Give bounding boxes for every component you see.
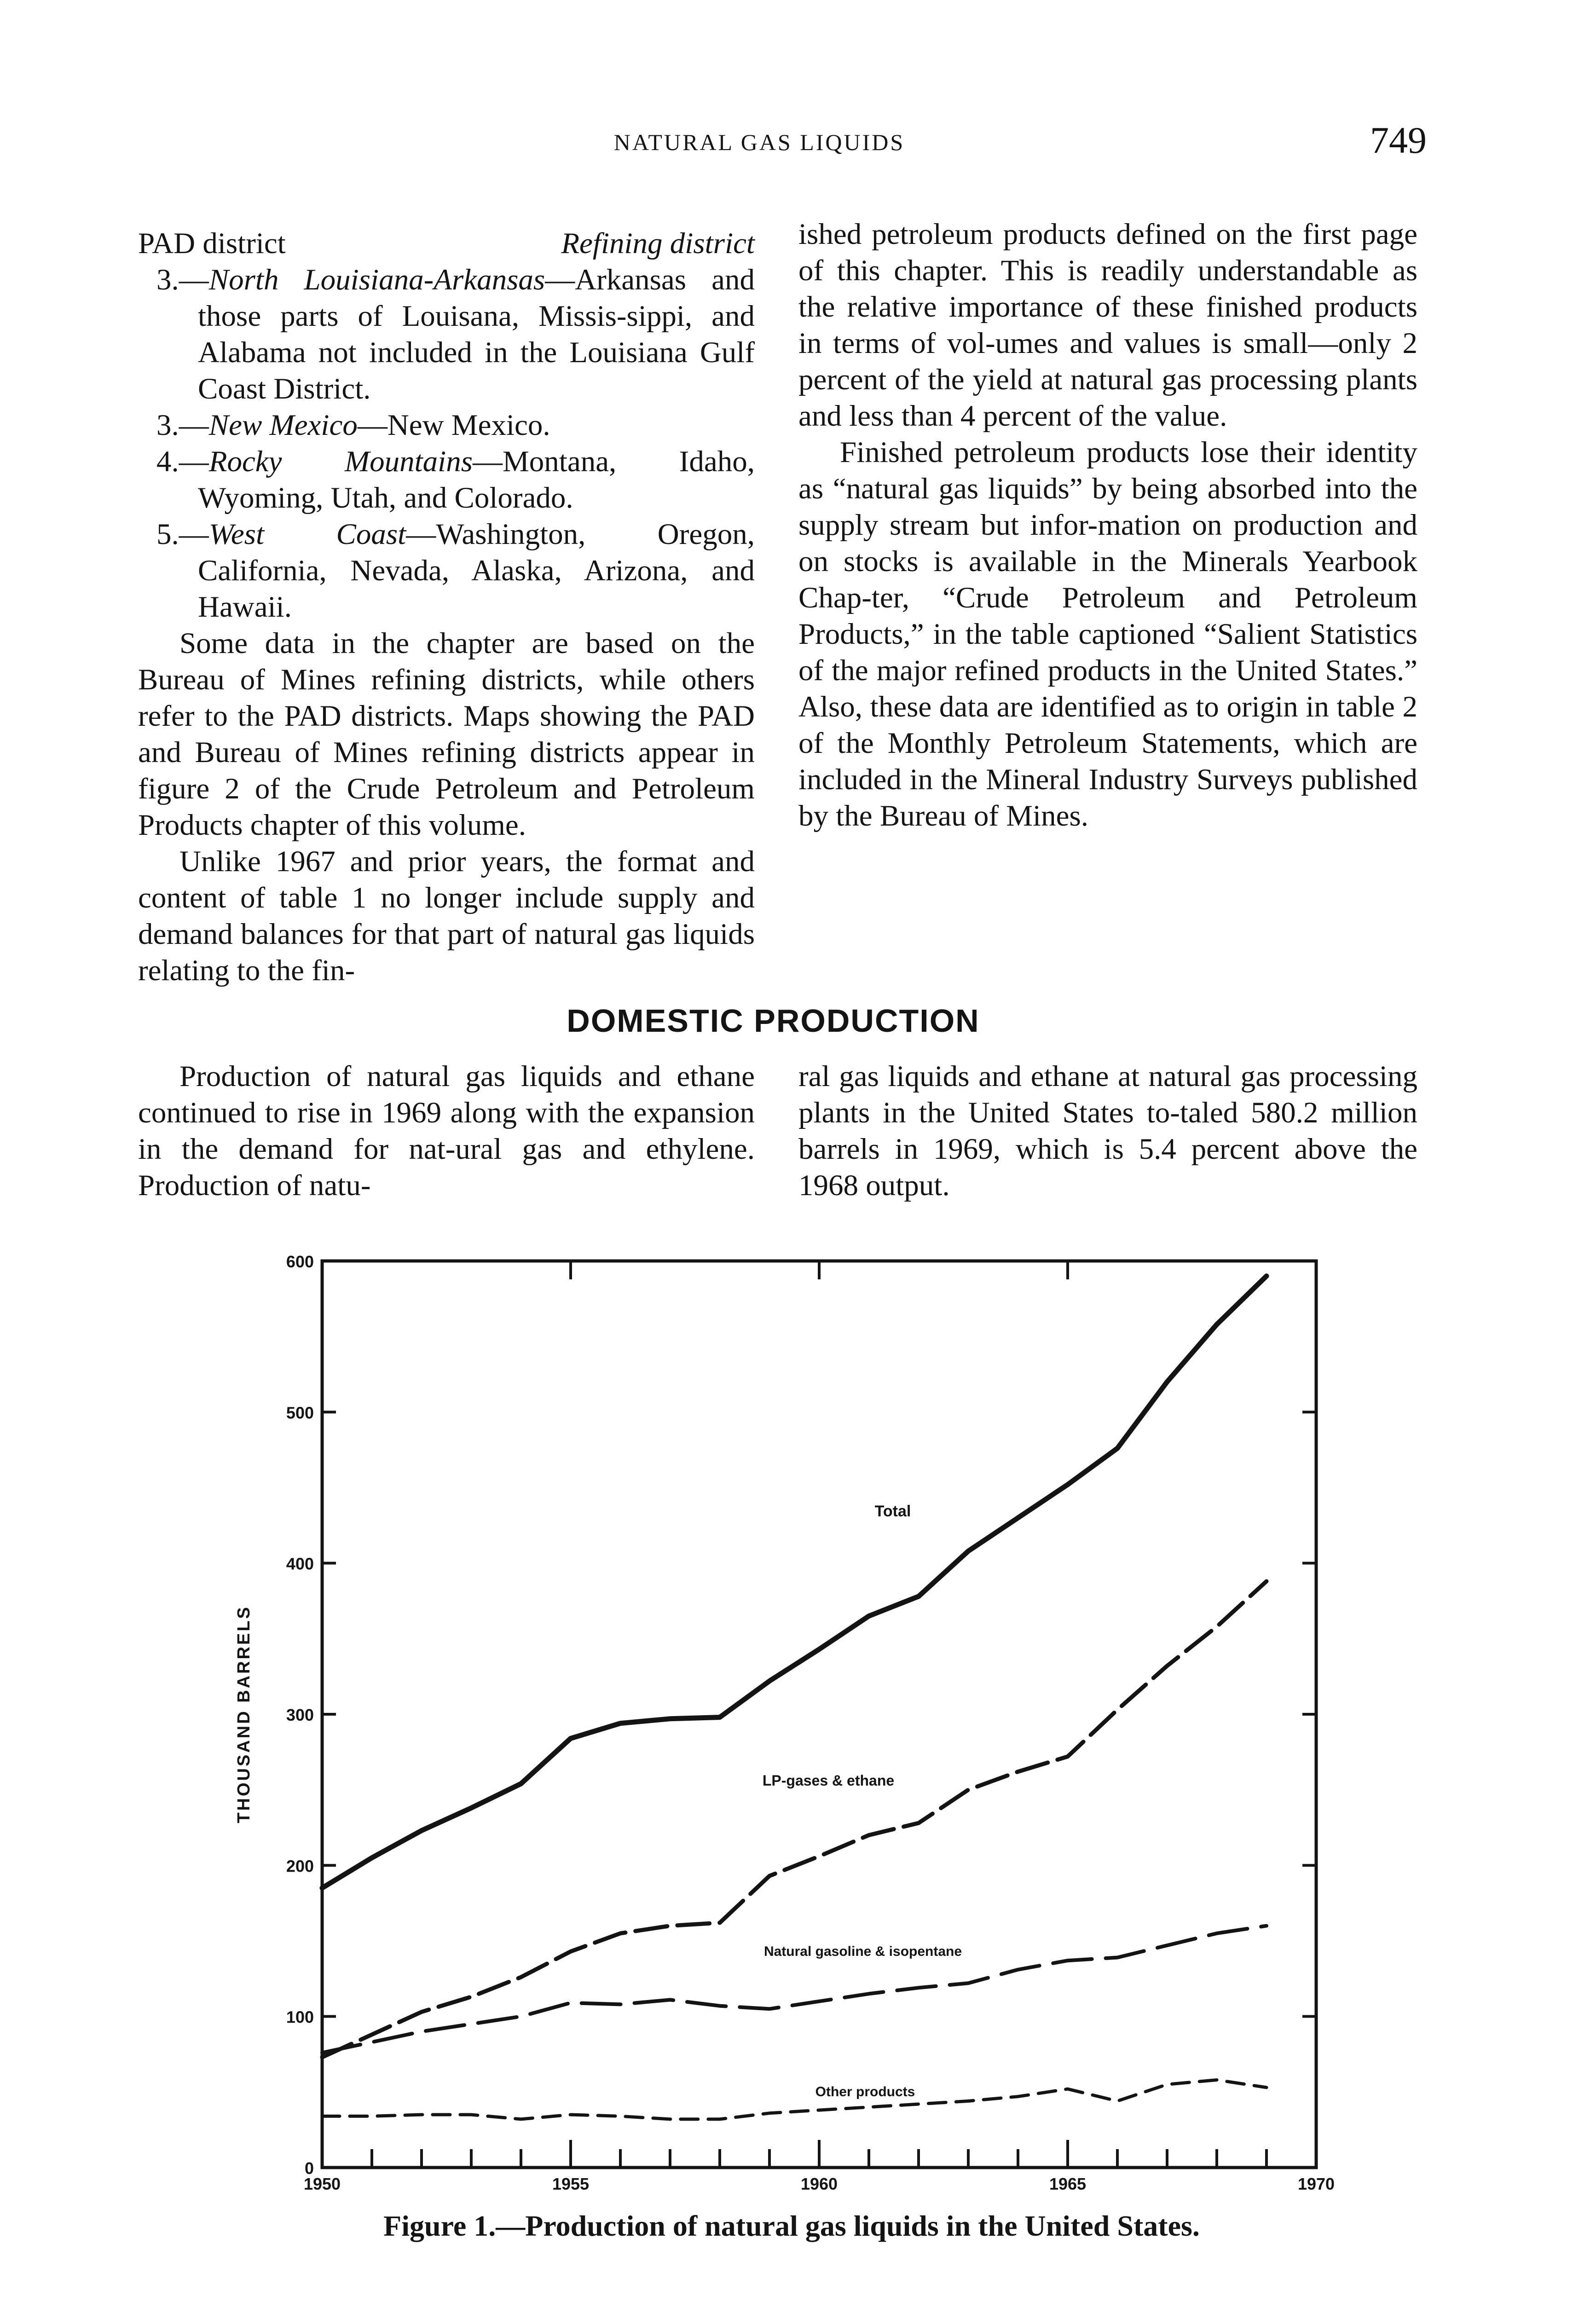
paragraph: ished petroleum products defined on the first page of this chapter. This is readily understandable as the relative importance of these finished products in terms of vol-umes and values is small—only 2 percent of the yield at natural gas processing plants and less than 4 percent of the value. bbox=[798, 218, 1417, 433]
figure-caption: Figure 1.—Production of natural gas liquids in the United States. bbox=[383, 2209, 1200, 2242]
y-tick-label: 200 bbox=[286, 1856, 314, 1876]
series-line-other-products bbox=[322, 2080, 1266, 2119]
x-tick-label: 1965 bbox=[1049, 2174, 1087, 2193]
paragraph: Finished petroleum products lose their identity as “natural gas liquids” by being absorbed into the supply stream but infor-mation on production and on stocks is available in the Minerals Yearbook Chap-ter, “Crude Petroleum and Petroleum Products,” in the table captioned “Salient Statistics of the major refined products in the United States.” Also, these data are identified as to origin in table 2 of the Monthly Petroleum Statements, which are included in the Mineral Industry Surveys published by the Bureau of Mines. bbox=[798, 436, 1417, 833]
district-entry: 3.—North Louisiana-Arkansas—Arkansas and those parts of Louisana, Missis-sippi, and Alabama not included in the Louisiana Gulf Coast District. bbox=[156, 263, 755, 405]
section-heading: DOMESTIC PRODUCTION bbox=[567, 1003, 980, 1039]
paragraph: Production of natural gas liquids and ethane continued to rise in 1969 along with the expansion in the demand for nat-ural gas and ethylene. Production of natu- bbox=[138, 1060, 755, 1202]
x-axis bbox=[304, 1261, 1335, 2193]
running-title: NATURAL GAS LIQUIDS bbox=[613, 129, 905, 155]
series-line-lp-gases-ethane bbox=[322, 1581, 1266, 2057]
production-left-column bbox=[138, 1058, 755, 1204]
chart-plot-frame bbox=[322, 1261, 1316, 2168]
district-table-header bbox=[138, 225, 755, 262]
page-number: 749 bbox=[1370, 119, 1427, 161]
x-tick-label: 1970 bbox=[1297, 2174, 1335, 2193]
series-label-lp-gases: LP-gases & ethane bbox=[762, 1772, 895, 1789]
y-tick-label: 400 bbox=[286, 1554, 314, 1573]
y-tick-label: 100 bbox=[286, 2007, 314, 2027]
y-axis-label: THOUSAND BARRELS bbox=[234, 1605, 254, 1823]
left-column bbox=[138, 225, 755, 989]
district-entry: 4.—Rocky Mountains—Montana, Idaho, Wyoming, Utah, and Colorado. bbox=[156, 445, 755, 515]
paragraph: Unlike 1967 and prior years, the format and content of table 1 no longer include supply and demand balances for that part of natural gas liquids relating to the fin- bbox=[138, 845, 755, 987]
x-tick-label: 1950 bbox=[303, 2174, 341, 2193]
y-tick-label: 500 bbox=[286, 1403, 314, 1422]
production-right-column bbox=[798, 1058, 1417, 1204]
pad-district-heading: PAD district bbox=[138, 227, 286, 260]
refining-district-heading: Refining district bbox=[561, 227, 755, 260]
production-chart bbox=[221, 1233, 1399, 2200]
series-label-other-products: Other products bbox=[815, 2084, 915, 2099]
paragraph: ral gas liquids and ethane at natural gas processing plants in the United States to-taled 580.2 million barrels in 1969, which is 5.4 percent above the 1968 output. bbox=[798, 1060, 1417, 1202]
right-column bbox=[798, 216, 1417, 834]
district-entry: 5.—West Coast—Washington, Oregon, California, Nevada, Alaska, Arizona, and Hawaii. bbox=[156, 518, 755, 624]
paragraph: Some data in the chapter are based on the Bureau of Mines refining districts, while others refer to the PAD districts. Maps showing the PAD and Bureau of Mines refining districts appear in figure 2 of the Crude Petroleum and Petroleum Products chapter of this volume. bbox=[138, 627, 755, 842]
x-tick-label: 1960 bbox=[800, 2174, 838, 2193]
series-line-total bbox=[322, 1276, 1266, 1888]
y-tick-label: 0 bbox=[304, 2159, 314, 2178]
y-tick-label: 300 bbox=[286, 1706, 314, 1724]
y-tick-label: 600 bbox=[286, 1252, 314, 1271]
series-layer bbox=[322, 1276, 1266, 2119]
x-tick-label: 1955 bbox=[552, 2174, 590, 2193]
district-entry: 3.—New Mexico—New Mexico. bbox=[156, 409, 550, 442]
series-label-natural-gasoline: Natural gasoline & isopentane bbox=[763, 1944, 962, 1959]
series-label-total: Total bbox=[874, 1503, 911, 1520]
